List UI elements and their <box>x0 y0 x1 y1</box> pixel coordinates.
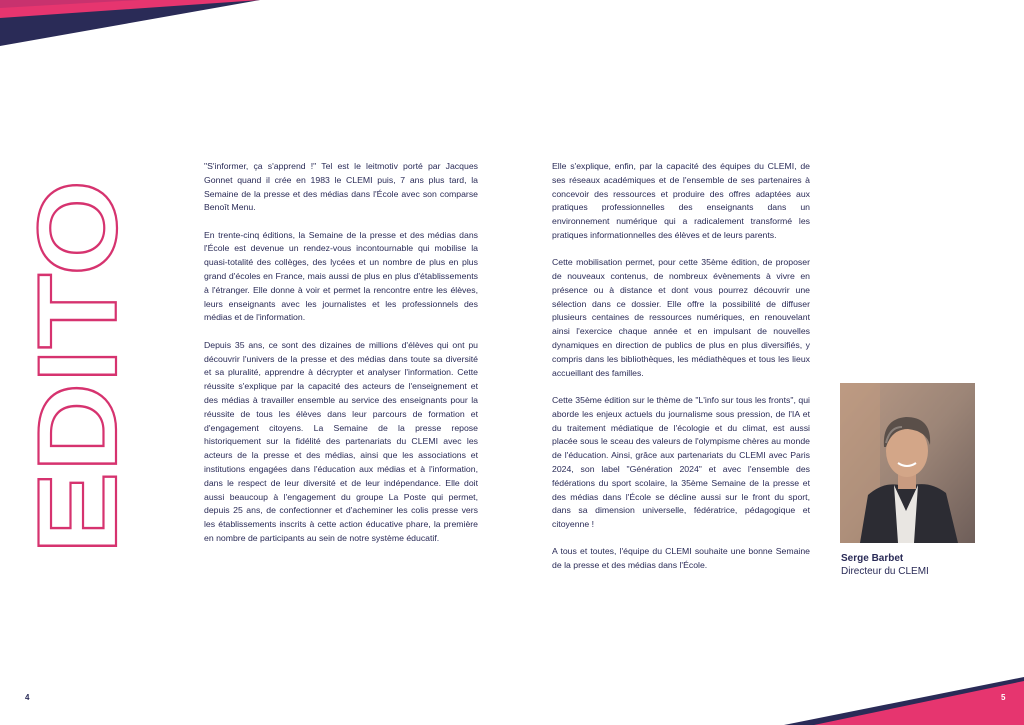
paragraph: En trente-cinq éditions, la Semaine de la presse et des médias dans l'École est devenue un rendez-vous incontournable qui mobilise la quasi-totalité des collèges, des lycées et un nombre de plus en plus grand d'écoles en France, mais aussi de plus en plus d'établissements à l'étranger. Elle donne à voir et permet la rencontre entre les élèves, leurs enseignants avec les journalistes et les professionnels des médias et de l'information. <box>204 229 478 323</box>
paragraph: A tous et toutes, l'équipe du CLEMI souhaite une bonne Semaine de la presse et des médias dans l'École. <box>552 546 810 571</box>
right-text-column <box>552 160 810 587</box>
paragraph: Cette mobilisation permet, pour cette 35ème édition, de proposer de nouveaux contenus, de nombreux évènements à vivre en présence ou à distance et dont vous pourrez découvrir une sélection dans ce dossier. Elle offre la possibilité de diffuser plusieurs centaines de ressources numériques, en renouvelant ainsi l'exercice chaque année et en impulsant de nouvelles dynamiques en direction de publics de plus en plus diversifiés, y compris dans les bibliothèques, les médiathèques et tous les lieux accueillant des familles. <box>552 257 810 378</box>
paragraph: "S'informer, ça s'apprend !" Tel est le leitmotiv porté par Jacques Gonnet quand il crée en 1983 le CLEMI puis, 7 ans plus tard, la Semaine de la presse et des médias dans l'École avec son comparse Benoît Menu. <box>204 161 478 213</box>
left-text-column <box>204 160 478 559</box>
edito-title-text: EDITO <box>15 213 140 554</box>
page-number-right: 5 <box>1001 693 1006 702</box>
paragraph: Depuis 35 ans, ce sont des dizaines de millions d'élèves qui ont pu découvrir l'univers de la presse et des médias dans toute sa diversité et sa pluralité, apprendre à décrypter et analyser l'information. Cette réussite s'explique par la capacité des acteurs de l'enseignement et des médias à travailler ensemble au service des enseignants pour la réussite de tous les élèves dans leur parcours de formation et d'engagement citoyens. La Semaine de la presse repose historiquement sur la fidélité des partenariats du CLEMI avec les acteurs de la presse et des médias, ainsi que les associations et institutions engagées dans l'éducation aux médias et à l'information, dans le respect de leur diversité et de leur indépendance. Elle doit aussi beaucoup à l'engagement du groupe La Poste qui permet, depuis 25 ans, de confectionner et d'acheminer les colis presse vers les établissements inscrits à cette action éducative phare, la première en nombre de participants au sein de notre système éducatif. <box>204 339 478 543</box>
portrait-photo <box>840 383 975 543</box>
signature-name: Serge Barbet <box>841 553 904 564</box>
paragraph: Elle s'explique, enfin, par la capacité des équipes du CLEMI, de ses réseaux académiques et de l'ensemble de ses partenaires à concevoir des ressources et produire des offres adaptées aux pratiques professionnelles des enseignants dans un environnement numérique qui a radicalement transformé les pratiques informationnelles des élèves et de leurs parents. <box>552 161 810 240</box>
page-number-left: 4 <box>25 693 30 702</box>
bottom-corner-decoration <box>784 677 1024 725</box>
paragraph: Cette 35ème édition sur le thème de "L'info sur tous les fronts", qui aborde les enjeux actuels du journalisme sous pression, de l'IA et du traitement médiatique de l'écologie et du climat, est aussi placée sous le sceau des valeurs de l'olympisme chères au monde de l'éducation. Ainsi, grâce aux partenariats du CLEMI avec Paris 2024, son label "Génération 2024" et avec l'ensemble des fédérations du sport scolaire, la 35ème Semaine de la presse et des médias dans l'École se décline aussi sur le front du sport, dans sa dimension universelle, fédératrice, pédagogique et citoyenne ! <box>552 394 810 530</box>
top-corner-decoration <box>0 0 260 50</box>
signature-role: Directeur du CLEMI <box>841 565 929 577</box>
signature <box>841 553 929 578</box>
edito-title <box>15 178 140 554</box>
